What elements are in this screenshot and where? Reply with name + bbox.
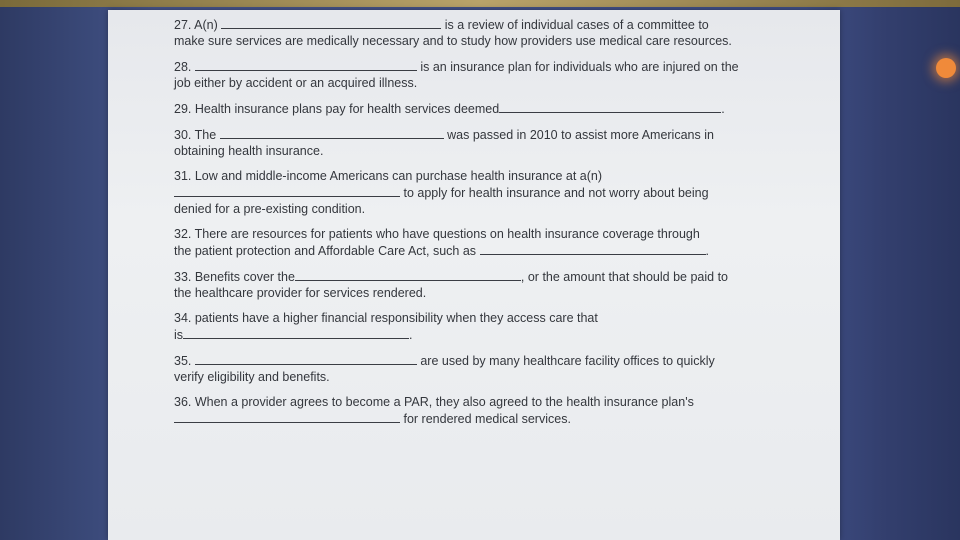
question-text: 29. Health insurance plans pay for health services deemed bbox=[174, 102, 500, 116]
answer-blank[interactable] bbox=[174, 184, 400, 197]
top-edge bbox=[0, 0, 960, 7]
question-text: to apply for health insurance and not worry about being bbox=[403, 186, 709, 200]
question-text: was passed in 2010 to assist more Americans in bbox=[447, 128, 714, 142]
question-text: make sure services are medically necessary and to study how providers use medical care resources. bbox=[174, 34, 732, 48]
question-text: 32. There are resources for patients who have questions on health insurance coverage through bbox=[174, 227, 700, 241]
question-text: obtaining health insurance. bbox=[174, 144, 324, 158]
question-text: the healthcare provider for services rendered. bbox=[174, 286, 427, 300]
answer-blank[interactable] bbox=[183, 326, 409, 339]
question-text: job either by accident or an acquired illness. bbox=[174, 76, 418, 90]
answer-blank[interactable] bbox=[195, 58, 417, 71]
question-text: are used by many healthcare facility offices to quickly bbox=[420, 354, 715, 368]
question-text: is a review of individual cases of a committee to bbox=[444, 18, 709, 32]
question-text: 27. A(n) bbox=[174, 18, 218, 32]
question-text: 33. Benefits cover the bbox=[174, 270, 295, 284]
question-text: 36. When a provider agrees to become a PAR, they also agreed to the health insurance plan's bbox=[174, 395, 694, 409]
question-text: the patient protection and Affordable Care Act, such as bbox=[174, 244, 477, 258]
answer-blank[interactable] bbox=[220, 126, 444, 139]
question-text: . bbox=[409, 328, 413, 342]
question-27 bbox=[174, 16, 804, 49]
question-text: is bbox=[174, 328, 184, 342]
question-text: for rendered medical services. bbox=[403, 412, 571, 426]
question-28 bbox=[174, 58, 804, 91]
question-text: , or the amount that should be paid to bbox=[520, 270, 728, 284]
question-text: is an insurance plan for individuals who are injured on the bbox=[420, 60, 739, 74]
question-29 bbox=[174, 100, 804, 117]
question-text: 34. patients have a higher financial responsibility when they access care that bbox=[174, 311, 598, 325]
question-33 bbox=[174, 268, 804, 301]
question-text: 31. Low and middle-income Americans can purchase health insurance at a(n) bbox=[174, 169, 603, 183]
answer-blank[interactable] bbox=[499, 100, 721, 113]
question-31 bbox=[174, 168, 804, 217]
question-34 bbox=[174, 310, 804, 343]
orange-light bbox=[936, 58, 956, 78]
question-list bbox=[174, 16, 804, 436]
question-text: 30. The bbox=[174, 128, 217, 142]
answer-blank[interactable] bbox=[174, 410, 400, 423]
question-text: . bbox=[721, 102, 725, 116]
question-text: 35. bbox=[174, 354, 192, 368]
question-text: denied for a pre-existing condition. bbox=[174, 202, 366, 216]
question-30 bbox=[174, 126, 804, 159]
question-text: 28. bbox=[174, 60, 192, 74]
question-36 bbox=[174, 394, 804, 427]
answer-blank[interactable] bbox=[295, 268, 521, 281]
answer-blank[interactable] bbox=[480, 242, 706, 255]
question-text: . bbox=[705, 244, 710, 258]
answer-blank[interactable] bbox=[195, 352, 417, 365]
question-text: verify eligibility and benefits. bbox=[174, 370, 330, 384]
worksheet-paper bbox=[108, 10, 840, 540]
question-35 bbox=[174, 352, 804, 385]
question-32 bbox=[174, 226, 804, 259]
answer-blank[interactable] bbox=[221, 16, 441, 29]
